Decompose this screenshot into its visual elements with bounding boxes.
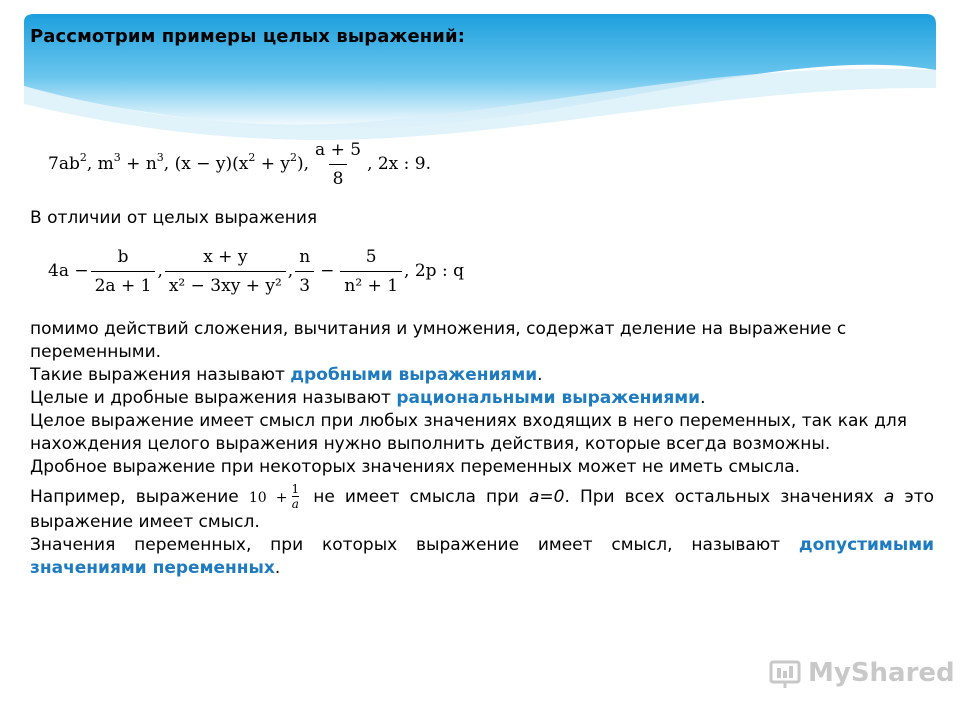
- condition: a=0: [529, 487, 565, 507]
- formula1-part: 7ab: [48, 154, 80, 174]
- term-fractional-expressions: дробными выражениями: [290, 365, 538, 385]
- formula1-exp: 3: [113, 150, 121, 164]
- body-text: [30, 318, 934, 580]
- formula1-exp: 2: [248, 150, 256, 164]
- example-expression: 10 +: [248, 490, 288, 506]
- formula1-exp: 3: [156, 150, 164, 164]
- paragraph-text: . При всех остальных значениях: [564, 487, 884, 507]
- fraction-denominator: 3: [295, 271, 314, 296]
- fraction-denominator: x² − 3xy + y²: [165, 271, 286, 296]
- fraction-numerator: n: [299, 246, 311, 267]
- fraction-denominator: 8: [329, 164, 348, 189]
- paragraph-text: не имеет смысла при: [313, 487, 529, 507]
- formula1-exp: 2: [79, 150, 87, 164]
- slide-title: Рассмотрим примеры целых выражений:: [30, 26, 466, 47]
- fraction-numerator: 5: [365, 246, 377, 267]
- watermark-text: MyShared: [808, 658, 955, 688]
- formula2-part: 4a −: [48, 261, 89, 281]
- term-rational-expressions: рациональными выражениями: [396, 388, 701, 408]
- formula2-part: , 2p : q: [404, 261, 464, 281]
- formula1-exp: 2: [290, 150, 297, 164]
- paragraph-text: Такие выражения называют: [30, 365, 291, 385]
- formula2-fraction: [165, 247, 286, 296]
- fraction-numerator: x + y: [203, 246, 248, 267]
- formula2-fraction: [91, 247, 156, 296]
- fraction-denominator: n² + 1: [340, 271, 402, 296]
- fraction-numerator: a + 5: [315, 139, 362, 160]
- fraction-numerator: b: [117, 246, 129, 267]
- fraction-denominator: 2a + 1: [91, 271, 156, 296]
- paragraph-text: .: [274, 558, 281, 578]
- formula1-part: ),: [297, 154, 310, 174]
- paragraph: [30, 387, 934, 410]
- fraction-numerator: 1: [291, 482, 300, 496]
- paragraph-text: .: [700, 388, 706, 408]
- formula1-fraction: [311, 140, 365, 189]
- fractional-expressions-formula: [48, 240, 464, 302]
- formula2-fraction: [340, 247, 402, 296]
- watermark: [768, 656, 955, 690]
- paragraph: Целое выражение имеет смысл при любых значениях входящих в него переменных, так как для нахождения целого выражения нужно выполнить действия, которые всегда возможны.: [30, 411, 907, 454]
- variable: a: [883, 487, 895, 507]
- formula2-minus: −: [320, 261, 335, 281]
- header-band: [0, 0, 960, 150]
- presentation-icon: [768, 656, 802, 690]
- formula1-part: , 2x : 9.: [367, 154, 432, 174]
- term-admissible-values: допустимыми значениями переменных: [30, 535, 934, 578]
- intro-text: В отличии от целых выражения: [30, 208, 318, 228]
- paragraph: [30, 483, 934, 534]
- paragraph-text: это выражение имеет смысл.: [30, 487, 934, 532]
- paragraph: [30, 364, 934, 387]
- formula1-part: , (x − y)(x: [163, 154, 249, 174]
- fraction-denominator: a: [291, 497, 299, 511]
- paragraph: [30, 534, 934, 580]
- formula1-part: , m: [86, 154, 114, 174]
- formula1-part: + n: [120, 154, 157, 174]
- paragraph-text: Целые и дробные выражения называют: [30, 388, 397, 408]
- example-fraction: [292, 483, 300, 511]
- paragraph: Дробное выражение при некоторых значениях переменных может не иметь смысла.: [30, 457, 801, 477]
- paragraph-text: Значения переменных, при которых выражение имеет смысл, называют: [30, 535, 799, 555]
- paragraph-text: .: [537, 365, 543, 385]
- paragraph-text: Например, выражение: [30, 487, 239, 507]
- formula2-comma: ,: [287, 261, 294, 281]
- formula2-fraction: [295, 247, 314, 296]
- formula2-comma: ,: [157, 261, 163, 281]
- paragraph: помимо действий сложения, вычитания и умножения, содержат деление на выражение с переменными.: [30, 319, 847, 362]
- integer-expressions-formula: [48, 134, 431, 194]
- formula1-part: + y: [255, 154, 290, 174]
